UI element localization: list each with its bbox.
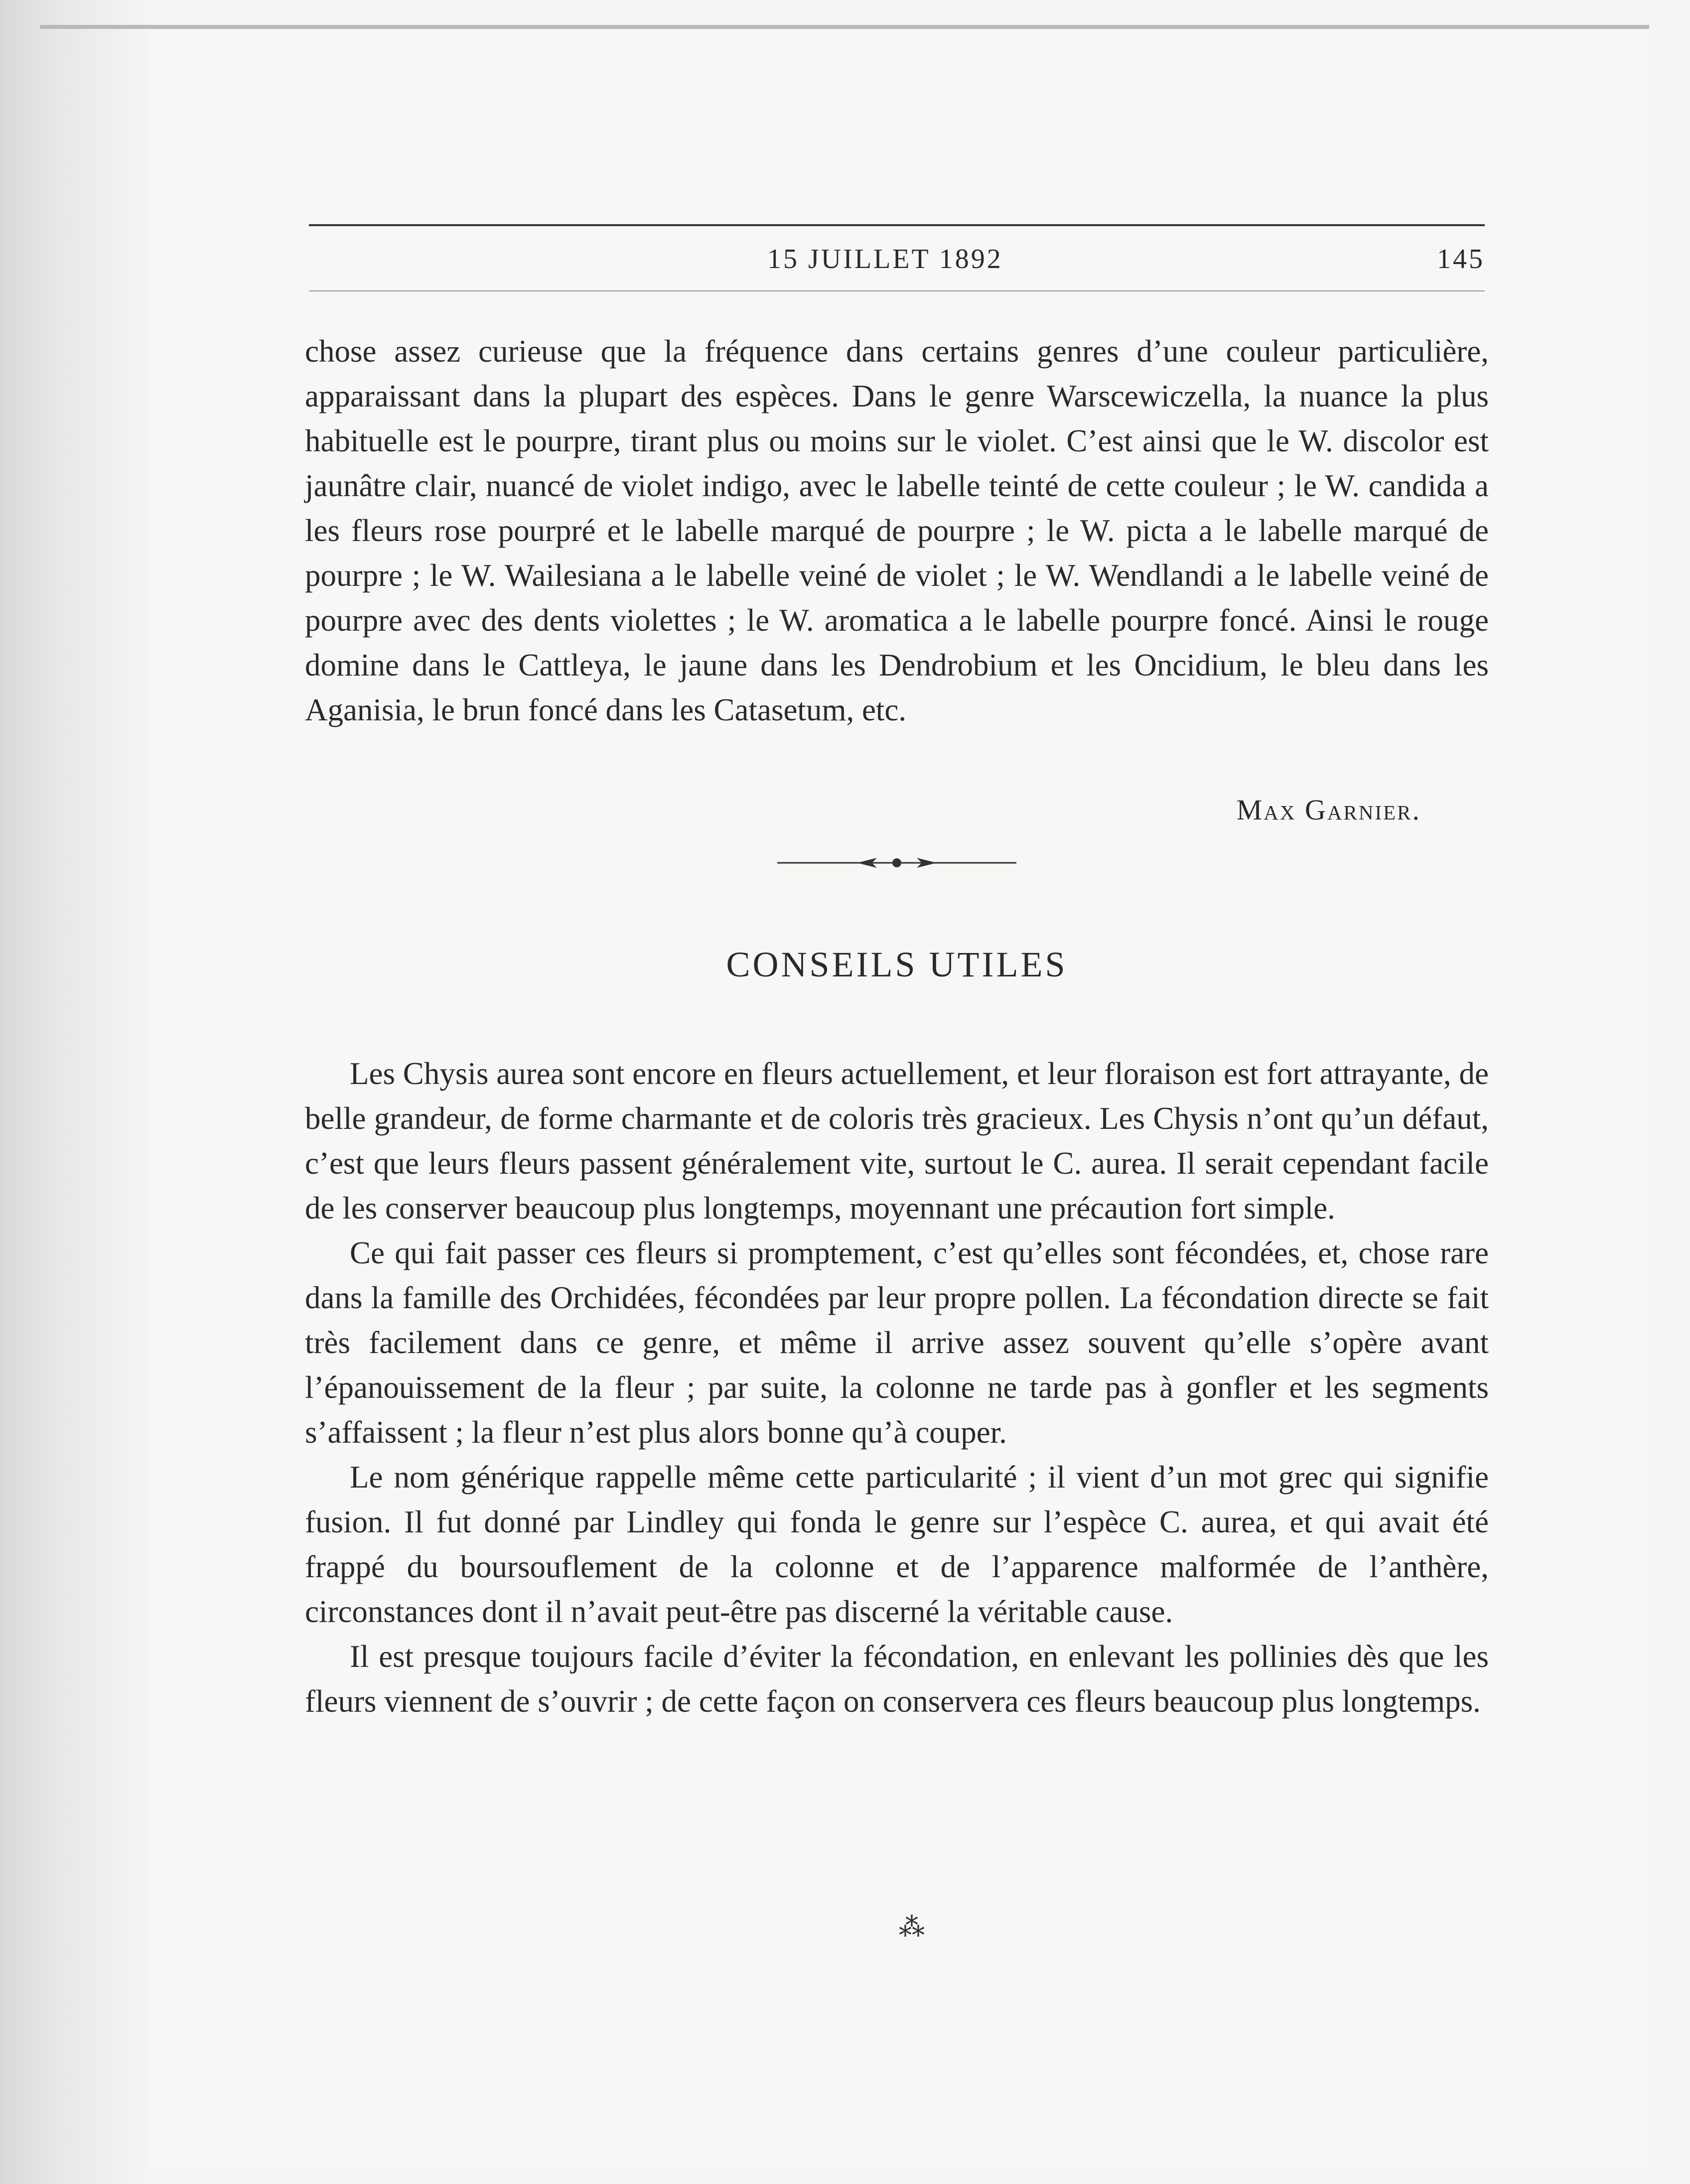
author-signature: Max Garnier. — [1236, 794, 1421, 826]
scan-top-edge — [40, 25, 1649, 29]
header-rule-top — [309, 224, 1485, 226]
scan-binding-shadow — [0, 0, 149, 2184]
running-head — [309, 238, 1485, 283]
section-paragraph-1: Les Chysis aurea sont encore en fleurs actuellement, et leur floraison est fort attrayante, de belle grandeur, de forme charmante et de coloris très gracieux. Les Chysis n’ont qu’un défaut, c’est que leurs fleurs passent généralement vite, surtout le C. aurea. Il serait cependant facile de les conserver beaucoup plus longtemps, moyennant une précaution fort simple. — [305, 1056, 1489, 1226]
section-body — [305, 1051, 1489, 1724]
article1-body — [305, 329, 1489, 732]
section-paragraph-2: Ce qui fait passer ces fleurs si promptement, c’est qu’elles sont fécondées, et, chose rare dans la famille des Orchidées, fécondées par leur propre pollen. La fécondation directe se fait très facilement dans ce genre, et même il arrive assez souvent qu’elle s’opère avant l’épanouissement de la fleur ; par suite, la colonne ne tarde pas à gonfler et les segments s’affaissent ; la fleur n’est plus alors bonne qu’à couper. — [305, 1235, 1489, 1450]
section-paragraph-4: Il est presque toujours facile d’éviter la fécondation, en enlevant les pollinies dès que les fleurs viennent de s’ouvrir ; de cette façon on conservera ces fleurs beaucoup plus longtemps. — [305, 1639, 1489, 1719]
article1-paragraph: chose assez curieuse que la fréquence dans certains genres d’une couleur particulière, apparaissant dans la plupart des espèces. Dans le genre Warscewiczella, la nuance la plus habituelle est le pourpre, tirant plus ou moins sur le violet. C’est ainsi que le W. discolor est jaunâtre clair, nuancé de violet indigo, avec le labelle teinté de cette couleur ; le W. candida a les fleurs rose pourpré et le labelle marqué de pourpre ; le W. picta a le labelle marqué de pourpre ; le W. Wailesiana a le labelle veiné de violet ; le W. Wendlandi a le labelle veiné de pourpre avec des dents violettes ; le W. aromatica a le labelle pourpre foncé. Ainsi le rouge domine dans le Cattleya, le jaune dans les Dendrobium et les Oncidium, le bleu dans les Aganisia, le brun foncé dans les Catasetum, etc. — [305, 334, 1489, 727]
section-title: CONSEILS UTILES — [726, 945, 1068, 984]
page-number: 145 — [1437, 244, 1485, 274]
section-divider-ornament — [777, 853, 1016, 873]
header-date: 15 JUILLET 1892 — [767, 244, 1003, 274]
asterism-ornament: ⁂ — [899, 1913, 925, 1942]
header-rule-bottom — [309, 290, 1485, 291]
section-paragraph-3: Le nom générique rappelle même cette particularité ; il vient d’un mot grec qui signifie fusion. Il fut donné par Lindley qui fonda le genre sur l’espèce C. aurea, et qui avait été frappé du boursouflement de la colonne et de l’apparence malformée de l’anthère, circonstances dont il n’avait peut-être pas discerné la véritable cause. — [305, 1460, 1489, 1629]
